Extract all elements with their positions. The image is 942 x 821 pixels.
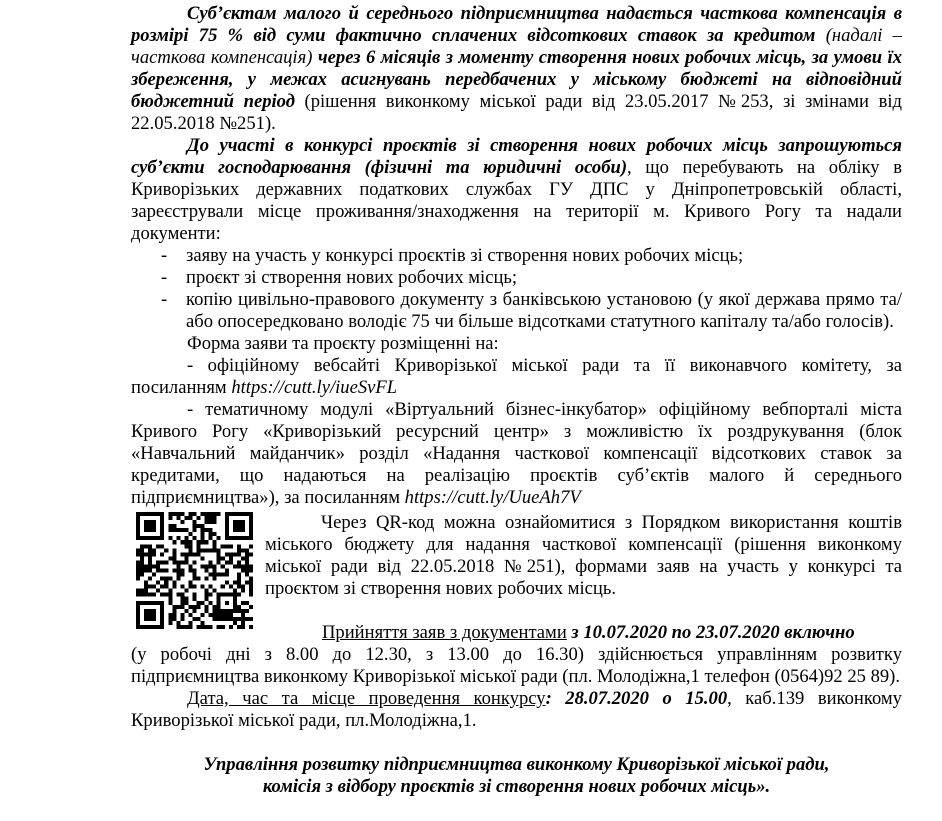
list-item	[131, 245, 902, 267]
paragraph-submission-cont: (у робочі дні з 8.00 до 12.30, з 13.00 до 16.30) здійснюється управлінням розвитку підприємництва виконкому Криворізької міської ради (пл. Молодіжна,1 телефон (0564)92 25 89).	[131, 644, 902, 687]
signature-line-1: Управління розвитку підприємництва виконкому Криворізької міської ради,	[203, 754, 830, 775]
qr-code-icon[interactable]	[136, 512, 253, 629]
list-dash: -	[161, 245, 168, 266]
submission-label: Прийняття заяв з документами	[322, 622, 567, 643]
list-dash: -	[161, 289, 168, 310]
list-dash: -	[161, 267, 168, 288]
invitation-heading: До участі в конкурсі проєктів зі створення нових робочих місць запрошуються суб’єкти господарювання (фізичні та юридичні особи)	[131, 135, 902, 178]
compensation-conditions: через 6 місяців з моменту створення нових робочих місць, за умови їх збереження, у межах асигнувань передбачених у міському бюджеті на відповідний бюджетний період	[131, 47, 902, 112]
paragraph-portal	[131, 399, 902, 509]
qr-description: Через QR-код можна ознайомитися з Порядком використання коштів міського бюджету для надання часткової компенсації (рішення виконкому міської ради від 22.05.2018 №251), формами заяв на участь у конкурсі та проєктом зі створення нових робочих місць.	[265, 512, 902, 599]
list-item-text: копію цивільно-правового документу з банківською установою (у якої держава прямо та/або опосередковано володіє 75 чи більше відсотками статутного капіталу та/або голосів).	[186, 289, 902, 332]
portal-link[interactable]: https://cutt.ly/UueAh7V	[404, 487, 581, 508]
list-item-text: проєкт зі створення нових робочих місць;	[186, 267, 518, 288]
compensation-note: (надалі – часткова компенсація)	[131, 25, 902, 68]
list-item	[131, 289, 902, 333]
list-item-text: заяву на участь у конкурсі проєктів зі створення нових робочих місць;	[186, 245, 744, 266]
website-link[interactable]: https://cutt.ly/iueSvFL	[231, 377, 398, 398]
compensation-terms: Суб’єктам малого й середнього підприємництва надається часткова компенсація в розмірі 75 % від суми фактично сплачених відсоткових ставок за кредитом	[131, 3, 902, 46]
document-page	[131, 3, 902, 798]
paragraph-website	[131, 355, 902, 399]
compensation-decision: (рішення виконкому міської ради від 23.05.2017 №253, зі змінами від 22.05.2018 №251).	[131, 91, 902, 134]
submission-inclusive: включно	[779, 622, 855, 643]
documents-list	[131, 245, 902, 333]
contest-label: Дата, час та місце проведення конкурсу	[187, 688, 546, 709]
spacer	[131, 732, 902, 754]
portal-text: - тематичному модулі «Віртуальний бізнес-інкубатор» офіційному вебпорталі міста Кривого Рогу «Криворізький ресурсний центр» з можливістю їх роздрукування (блок «Навчальний майданчик» розділ «Надання часткової компенсації відсоткових ставок за кредитами, що надаються на реалізацію проєктів суб’єктів малого й середнього підприємництва»), за посиланням	[131, 399, 902, 508]
contest-place: , каб.139 виконкому Криворізької міської ради, пл.Молодіжна,1.	[131, 688, 902, 731]
qr-section	[131, 512, 902, 600]
contest-date: : 28.07.2020 о 15.00	[545, 688, 728, 709]
signature-line-2: комісія з відбору проєктів зі створення нових робочих місць».	[262, 776, 771, 797]
website-text: - офіційному вебсайті Криворізької міської ради та її виконавчого комітету, за посиланням	[131, 355, 902, 398]
list-item	[131, 267, 902, 289]
submission-dates: з 10.07.2020 по 23.07.2020	[566, 622, 780, 643]
invitation-body: , що перебувають на обліку в Криворізьких державних податкових службах ГУ ДПС у Дніпропетровській області, зареєстрували місце проживання/знаходження на території м. Кривого Рогу та надали документи:	[131, 157, 902, 244]
paragraph-compensation	[131, 3, 902, 135]
forms-location-heading: Форма заяви та проєкту розміщенні на:	[187, 333, 499, 354]
paragraph-contest-date	[131, 688, 902, 732]
paragraph-invitation	[131, 135, 902, 245]
